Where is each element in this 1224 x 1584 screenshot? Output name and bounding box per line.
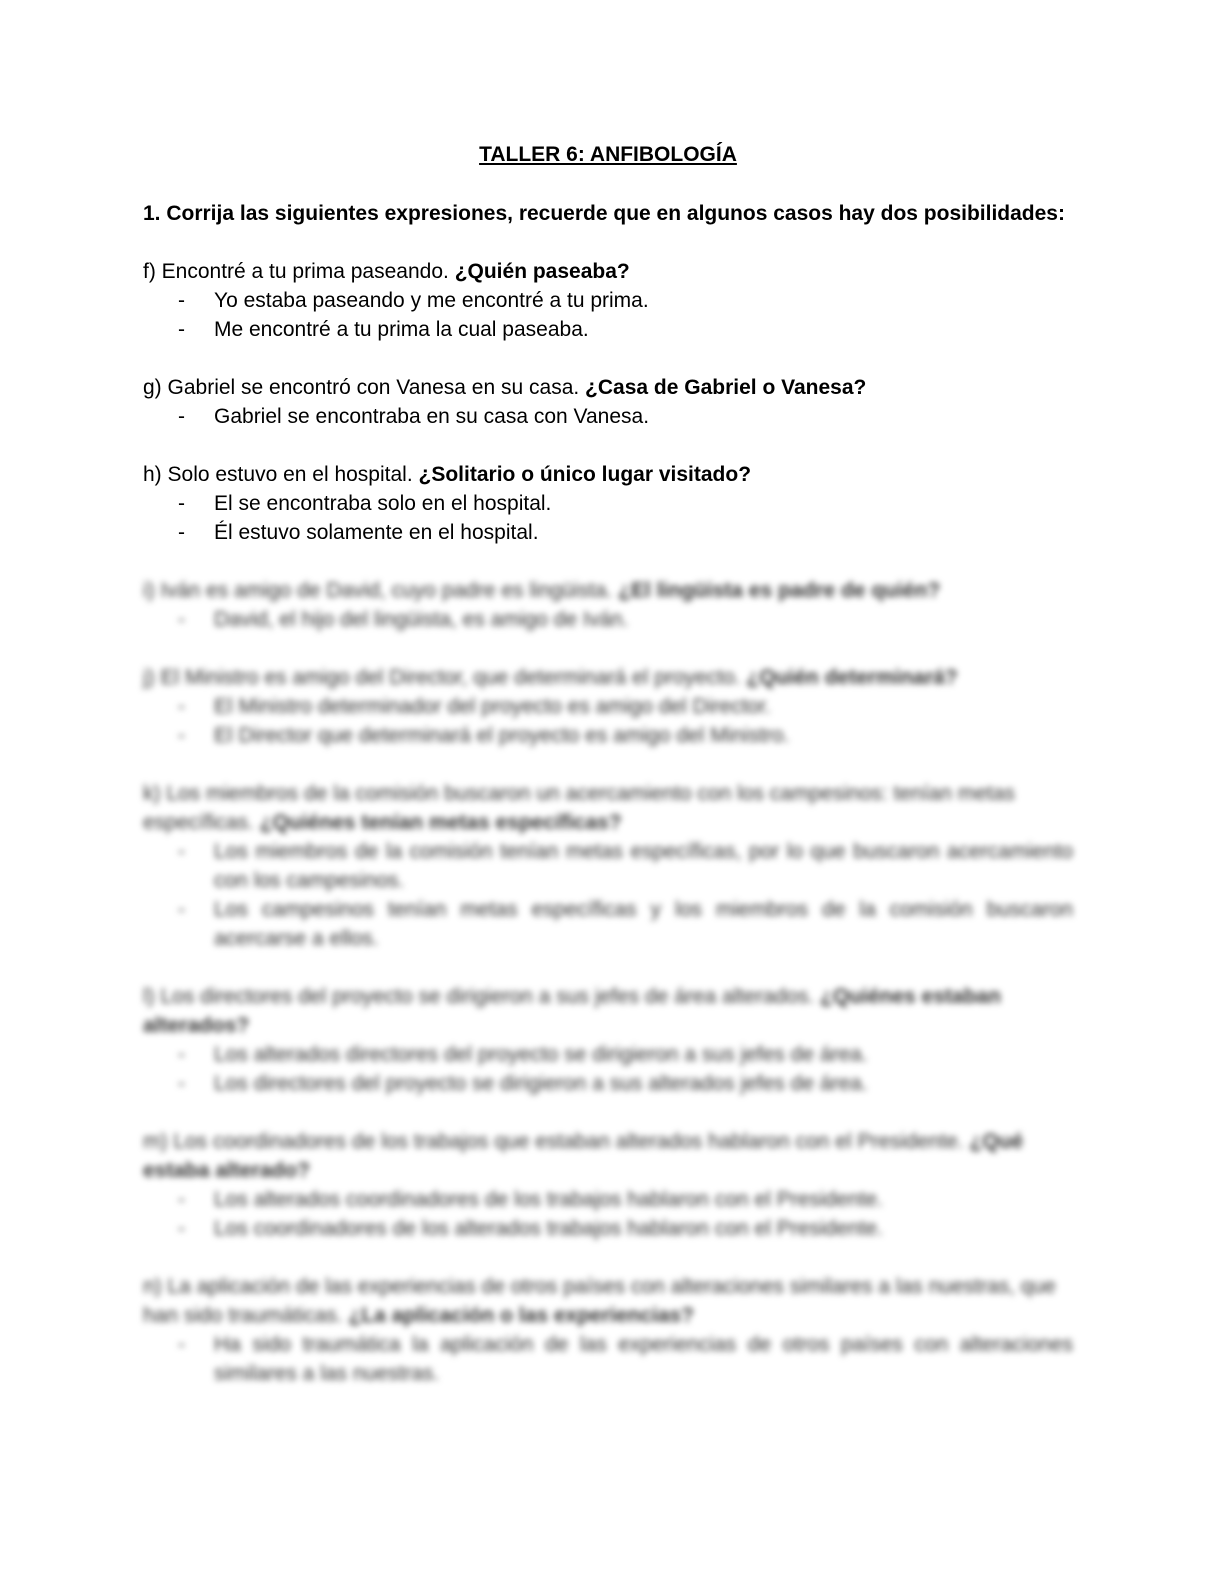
- answer-text: David, el hijo del lingüista, es amigo de Iván.: [214, 608, 629, 631]
- dash-bullet: -: [178, 521, 185, 544]
- question-emphasis: ¿Solitario o único lugar visitado?: [418, 463, 752, 486]
- blurred-exercise-item: [143, 1272, 1073, 1388]
- answer-text: Me encontré a tu prima la cual paseaba.: [214, 318, 589, 341]
- blurred-exercise-list: [143, 576, 1073, 1388]
- dash-bullet: -: [178, 695, 185, 718]
- answer-item: [143, 1214, 1073, 1243]
- exercise-question: [143, 779, 1073, 837]
- answer-text: Ha sido traumática la aplicación de las experiencias de otros países con alteraciones similares a las nuestras.: [214, 1333, 1073, 1385]
- answer-item: [143, 1040, 1073, 1069]
- dash-bullet: -: [178, 724, 185, 747]
- answer-text: Los alterados directores del proyecto se dirigieron a sus jefes de área.: [214, 1043, 868, 1066]
- answer-item: [143, 315, 1073, 344]
- question-prefix: g) Gabriel se encontró con Vanesa en su casa.: [143, 376, 586, 399]
- answer-list: [143, 605, 1073, 634]
- exercise-question: [143, 663, 1073, 692]
- answer-text: Los campesinos tenían metas específicas y los miembros de la comisión buscaron acercarse a ellos.: [214, 898, 1073, 950]
- question-emphasis: ¿Quiénes estaban alterados?: [143, 985, 1001, 1037]
- question-prefix: k) Los miembros de la comisión buscaron un acercamiento con los campesinos: tenían metas específicas.: [143, 782, 1015, 834]
- exercise-question: [143, 1127, 1073, 1185]
- dash-bullet: -: [178, 1188, 185, 1211]
- blurred-exercise-item: [143, 576, 1073, 634]
- document-page: [143, 140, 1073, 1417]
- answer-list: [143, 692, 1073, 750]
- answer-list: [143, 489, 1073, 547]
- blurred-exercise-item: [143, 1127, 1073, 1243]
- answer-item: [143, 1069, 1073, 1098]
- exercise-question: [143, 373, 1073, 402]
- question-emphasis: ¿Quién determinará?: [746, 666, 958, 689]
- answer-item: [143, 895, 1073, 953]
- exercise-question: [143, 1272, 1073, 1330]
- instruction-text: 1. Corrija las siguientes expresiones, recuerde que en algunos casos hay dos posibilidades:: [143, 202, 1065, 225]
- answer-item: [143, 837, 1073, 895]
- blurred-exercise-item: [143, 663, 1073, 750]
- question-prefix: n) La aplicación de las experiencias de otros países con alteraciones similares a las nuestras, que han sido traumáticas.: [143, 1275, 1056, 1327]
- dash-bullet: -: [178, 840, 185, 863]
- question-prefix: j) El Ministro es amigo del Director, que determinará el proyecto.: [143, 666, 747, 689]
- question-prefix: h) Solo estuvo en el hospital.: [143, 463, 419, 486]
- answer-list: [143, 286, 1073, 344]
- answer-text: Los directores del proyecto se dirigieron a sus alterados jefes de área.: [214, 1072, 868, 1095]
- question-emphasis: ¿El lingüista es padre de quién?: [618, 579, 941, 602]
- exercise-list: [143, 257, 1073, 547]
- answer-item: [143, 605, 1073, 634]
- question-prefix: i) Iván es amigo de David, cuyo padre es lingüista.: [143, 579, 619, 602]
- answer-item: [143, 518, 1073, 547]
- answer-text: El se encontraba solo en el hospital.: [214, 492, 552, 515]
- dash-bullet: -: [178, 289, 185, 312]
- question-prefix: l) Los directores del proyecto se dirigieron a sus jefes de área alterados.: [143, 985, 821, 1008]
- exercise-item: [143, 373, 1073, 431]
- answer-list: [143, 1330, 1073, 1388]
- question-prefix: m) Los coordinadores de los trabajos que estaban alterados hablaron con el Presidente.: [143, 1130, 970, 1153]
- answer-text: Los alterados coordinadores de los trabajos hablaron con el Presidente.: [214, 1188, 883, 1211]
- answer-text: Él estuvo solamente en el hospital.: [214, 521, 539, 544]
- answer-text: Gabriel se encontraba en su casa con Vanesa.: [214, 405, 650, 428]
- answer-item: [143, 1330, 1073, 1388]
- answer-text: Los coordinadores de los alterados trabajos hablaron con el Presidente.: [214, 1217, 883, 1240]
- answer-item: [143, 402, 1073, 431]
- question-prefix: f) Encontré a tu prima paseando.: [143, 260, 455, 283]
- dash-bullet: -: [178, 1217, 185, 1240]
- exercise-item: [143, 257, 1073, 344]
- answer-item: [143, 286, 1073, 315]
- exercise-question: [143, 257, 1073, 286]
- answer-item: [143, 1185, 1073, 1214]
- dash-bullet: -: [178, 608, 185, 631]
- answer-item: [143, 489, 1073, 518]
- answer-text: El Ministro determinador del proyecto es amigo del Director.: [214, 695, 771, 718]
- exercise-item: [143, 460, 1073, 547]
- answer-list: [143, 1185, 1073, 1243]
- dash-bullet: -: [178, 318, 185, 341]
- answer-list: [143, 402, 1073, 431]
- answer-list: [143, 1040, 1073, 1098]
- exercise-question: [143, 576, 1073, 605]
- document-title: TALLER 6: ANFIBOLOGÍA: [479, 143, 737, 166]
- dash-bullet: -: [178, 1043, 185, 1066]
- dash-bullet: -: [178, 492, 185, 515]
- blurred-exercise-item: [143, 982, 1073, 1098]
- dash-bullet: -: [178, 898, 185, 921]
- dash-bullet: -: [178, 1072, 185, 1095]
- answer-text: Yo estaba paseando y me encontré a tu prima.: [214, 289, 649, 312]
- question-emphasis: ¿Qué estaba alterado?: [143, 1130, 1024, 1182]
- question-emphasis: ¿Quiénes tenían metas específicas?: [259, 811, 622, 834]
- question-emphasis: ¿Quién paseaba?: [454, 260, 630, 283]
- answer-text: Los miembros de la comisión tenían metas específicas, por lo que buscaron acercamiento con los campesinos.: [214, 840, 1073, 892]
- exercise-question: [143, 460, 1073, 489]
- answer-text: El Director que determinará el proyecto es amigo del Ministro.: [214, 724, 790, 747]
- dash-bullet: -: [178, 405, 185, 428]
- answer-item: [143, 721, 1073, 750]
- answer-list: [143, 837, 1073, 953]
- blurred-exercise-item: [143, 779, 1073, 953]
- answer-item: [143, 692, 1073, 721]
- question-emphasis: ¿La aplicación o las experiencias?: [348, 1304, 694, 1327]
- dash-bullet: -: [178, 1333, 185, 1356]
- exercise-question: [143, 982, 1073, 1040]
- question-emphasis: ¿Casa de Gabriel o Vanesa?: [585, 376, 867, 399]
